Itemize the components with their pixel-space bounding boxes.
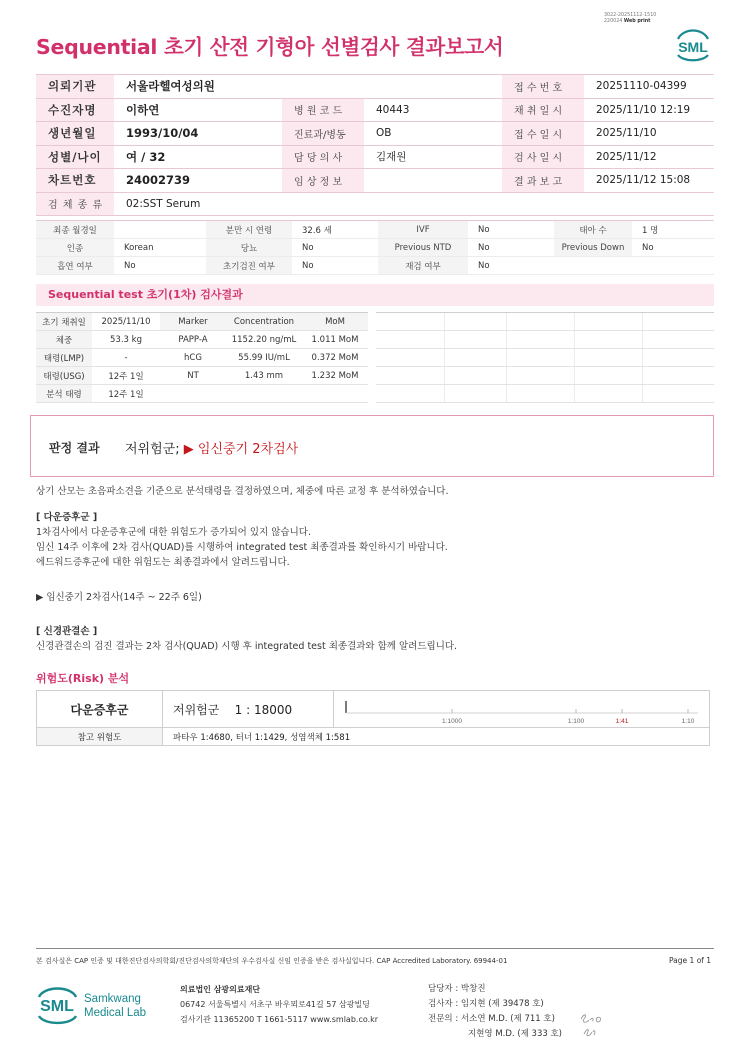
ref-risk-label: 참고 위험도 <box>37 728 163 746</box>
verdict-group: 저위험군; <box>125 442 184 457</box>
concentration: Concentration <box>226 313 302 331</box>
dob-label: 생년월일 <box>36 122 114 146</box>
print-stamp <box>604 13 656 25</box>
down-line-1: 1차검사에서 다운증후군에 대한 위험도가 증가되어 있지 않습니다. <box>36 527 311 538</box>
received-value: 2025/11/10 <box>584 122 714 146</box>
risk-value: 1 : 18000 <box>234 702 293 717</box>
risk-ref-row <box>37 728 710 746</box>
info-row <box>36 122 714 146</box>
verdict-text <box>125 438 298 457</box>
result-value: 53.3 kg <box>92 331 160 349</box>
fetus-value: 1 명 <box>632 221 714 239</box>
sex-age-label: 성별/나이 <box>36 145 114 169</box>
ivf-label: IVF <box>378 221 468 239</box>
mom-value: 0.372 MoM <box>302 349 368 367</box>
verdict-label: 판정 결과 <box>49 441 100 455</box>
result-row <box>36 313 368 331</box>
tested-value: 2025/11/12 <box>584 145 714 169</box>
lmp-label: 최종 월경일 <box>36 221 114 239</box>
marker-name: hCG <box>160 349 226 367</box>
risk-table <box>36 690 710 746</box>
risk-result <box>163 691 334 728</box>
result-label: 태령(USG) <box>36 367 92 385</box>
ntd-heading: [ 신경관결손 ] <box>36 626 98 637</box>
factor-row <box>36 239 714 257</box>
ref-risk-value: 파타우 1:4680, 터너 1:1429, 성염색체 1:581 <box>163 728 710 746</box>
patient-info-table <box>36 74 714 216</box>
mom-value: 1.011 MoM <box>302 331 368 349</box>
clinical-label: 임 상 정 보 <box>282 169 364 193</box>
result-row <box>36 367 368 385</box>
hospital-code-value: 40443 <box>364 98 502 122</box>
marker-name: Marker <box>160 313 226 331</box>
maternal-factors-table <box>36 220 714 275</box>
footer-logo-line1: Samkwang <box>84 993 141 1005</box>
second-test-note: ▶ 임신중기 2차검사(14주 ~ 22주 6일) <box>36 592 202 603</box>
verdict-box <box>30 415 714 477</box>
result-row <box>36 349 368 367</box>
risk-scale-svg <box>334 691 709 727</box>
sml-logo-icon <box>672 24 714 64</box>
mom-value <box>302 385 368 403</box>
risk-row <box>37 691 710 728</box>
footer-divider <box>36 948 714 949</box>
doctor-label: 담 당 의 사 <box>282 145 364 169</box>
info-row <box>36 98 714 122</box>
empty-cell <box>554 257 632 275</box>
marker-name <box>160 385 226 403</box>
footer-logo-text: SML <box>40 998 74 1015</box>
mom-value: 1.232 MoM <box>302 367 368 385</box>
footer-note: 본 검사실은 CAP 인증 및 대한진단검사의학회/진단검사의학재단의 우수검사실 신임 인증을 받은 검사실입니다. CAP Accredited Laboratory. 69944-01 <box>36 957 508 965</box>
specimen-value: 02:SST Serum <box>114 192 714 216</box>
risk-group: 저위험군 <box>173 702 220 717</box>
footer-logo-line2: Medical Lab <box>84 1007 147 1019</box>
result-label: 초기 채취일 <box>36 313 92 331</box>
result-value: 12주 1일 <box>92 385 160 403</box>
signature-icon <box>578 1010 612 1040</box>
scale-tick-label: 1:41 <box>615 718 629 725</box>
factor-row <box>36 257 714 275</box>
smoke-value: No <box>114 257 206 275</box>
org-info <box>180 982 378 1027</box>
patient-value: 이하연 <box>114 98 282 122</box>
risk-scale <box>334 691 710 728</box>
age-label: 분만 시 연령 <box>206 221 292 239</box>
prev-ntd-label: Previous NTD <box>378 239 468 257</box>
ntd-line-1: 신경관결손의 검진 결과는 2차 검사(QUAD) 시행 후 integrated test 최종결과와 함께 알려드립니다. <box>36 641 458 652</box>
clinical-value <box>364 169 502 193</box>
staff-line-1: 담당자 : 박창진 <box>428 984 486 994</box>
info-row <box>36 192 714 216</box>
scale-tick-label: 1:10 <box>681 718 695 725</box>
early-value: No <box>292 257 378 275</box>
ntd-notes <box>36 624 457 654</box>
hospital-code-label: 병 원 코 드 <box>282 98 364 122</box>
results-table <box>36 312 368 403</box>
org-address: 06742 서울특별시 서초구 바우뫼로41길 57 삼광빌딩 <box>180 1000 370 1009</box>
page-title: Sequential 초기 산전 기형아 선별검사 결과보고서 <box>36 35 504 59</box>
stamp-web-print: Web print <box>623 19 651 24</box>
info-row <box>36 75 714 99</box>
org-contact: 검사기관 11365200 T 1661-5117 www.smlab.co.kr <box>180 1015 379 1024</box>
concentration: 55.99 IU/mL <box>226 349 302 367</box>
note-paragraph: 상기 산모는 초음파소견을 기준으로 분석태령을 결정하였으며, 체중에 따른 교정 후 분석하였습니다. <box>36 486 449 497</box>
age-value: 32.6 세 <box>292 221 378 239</box>
page-number: Page 1 of 1 <box>669 956 712 965</box>
race-value: Korean <box>114 239 206 257</box>
specimen-label: 검 체 종 류 <box>36 192 114 216</box>
result-label: 체중 <box>36 331 92 349</box>
fetus-label: 태아 수 <box>554 221 632 239</box>
samkwang-logo-icon <box>36 983 161 1027</box>
down-syndrome-notes <box>36 510 448 570</box>
result-row <box>36 331 368 349</box>
collected-value: 2025/11/10 12:19 <box>584 98 714 122</box>
result-value: 2025/11/10 <box>92 313 160 331</box>
doctor-value: 김재원 <box>364 145 502 169</box>
stamp-code: 220024 <box>604 19 623 24</box>
dept-label: 진료과/병동 <box>282 122 364 146</box>
retest-label: 재검 여부 <box>378 257 468 275</box>
org-name: 의료법인 삼광의료재단 <box>180 985 261 994</box>
info-row <box>36 169 714 193</box>
result-label: 분석 태령 <box>36 385 92 403</box>
result-value: - <box>92 349 160 367</box>
down-line-3: 에드워드증후군에 대한 위험도는 최종결과에서 알려드립니다. <box>36 557 290 568</box>
marker-name: PAPP-A <box>160 331 226 349</box>
scale-tick-label: 1:100 <box>567 718 585 725</box>
dob-value: 1993/10/04 <box>114 122 282 146</box>
staff-line-4: 지현영 M.D. (제 333 호) <box>468 1029 563 1039</box>
prev-down-label: Previous Down <box>554 239 632 257</box>
received-label: 접 수 일 시 <box>502 122 584 146</box>
early-label: 초기검진 여부 <box>206 257 292 275</box>
ivf-value: No <box>468 221 554 239</box>
race-label: 인종 <box>36 239 114 257</box>
arrow-right-icon: ▶ <box>183 442 194 457</box>
lmp-value <box>114 221 206 239</box>
stamp-id: 3022-20251112-1510 <box>604 13 657 18</box>
prev-ntd-value: No <box>468 239 554 257</box>
staff-line-2: 검사자 : 임지현 (제 39478 호) <box>428 999 544 1009</box>
diabetes-value: No <box>292 239 378 257</box>
prev-down-value: No <box>632 239 714 257</box>
retest-value: No <box>468 257 554 275</box>
reported-value: 2025/11/12 15:08 <box>584 169 714 193</box>
factor-row <box>36 221 714 239</box>
section-title: Sequential test 초기(1차) 검사결과 <box>36 284 714 306</box>
sex-age-value: 여 / 32 <box>114 145 282 169</box>
risk-title: 위험도(Risk) 분석 <box>36 672 130 685</box>
receipt-no-value: 20251110-04399 <box>584 75 714 99</box>
down-heading: [ 다운증후군 ] <box>36 512 98 523</box>
collected-label: 채 취 일 시 <box>502 98 584 122</box>
diabetes-label: 당뇨 <box>206 239 292 257</box>
concentration: 1.43 mm <box>226 367 302 385</box>
tested-label: 검 사 일 시 <box>502 145 584 169</box>
down-line-2: 임신 14주 이후에 2차 검사(QUAD)를 시행하여 integrated test 최종결과를 확인하시기 바랍니다. <box>36 542 448 553</box>
requesting-org-value: 서울라헬여성의원 <box>114 75 502 99</box>
logo-text: SML <box>678 39 708 55</box>
concentration <box>226 385 302 403</box>
concentration: 1152.20 ng/mL <box>226 331 302 349</box>
scale-tick-label: 1:1000 <box>442 718 462 725</box>
result-row <box>36 385 368 403</box>
results-blank-table <box>376 312 714 403</box>
syndrome-name: 다운증후군 <box>37 691 163 728</box>
receipt-no-label: 접 수 번 호 <box>502 75 584 99</box>
requesting-org-label: 의뢰기관 <box>36 75 114 99</box>
smoke-label: 흡연 여부 <box>36 257 114 275</box>
chart-value: 24002739 <box>114 169 282 193</box>
result-label: 태령(LMP) <box>36 349 92 367</box>
empty-cell <box>632 257 714 275</box>
staff-line-3: 전문의 : 서소연 M.D. (제 711 호) <box>428 1014 555 1024</box>
verdict-action: 임신중기 2차검사 <box>197 442 299 457</box>
patient-label: 수진자명 <box>36 98 114 122</box>
result-value: 12주 1일 <box>92 367 160 385</box>
marker-name: NT <box>160 367 226 385</box>
info-row <box>36 145 714 169</box>
chart-label: 차트번호 <box>36 169 114 193</box>
reported-label: 결 과 보 고 <box>502 169 584 193</box>
mom-value: MoM <box>302 313 368 331</box>
staff-info <box>428 982 562 1042</box>
dept-value: OB <box>364 122 502 146</box>
